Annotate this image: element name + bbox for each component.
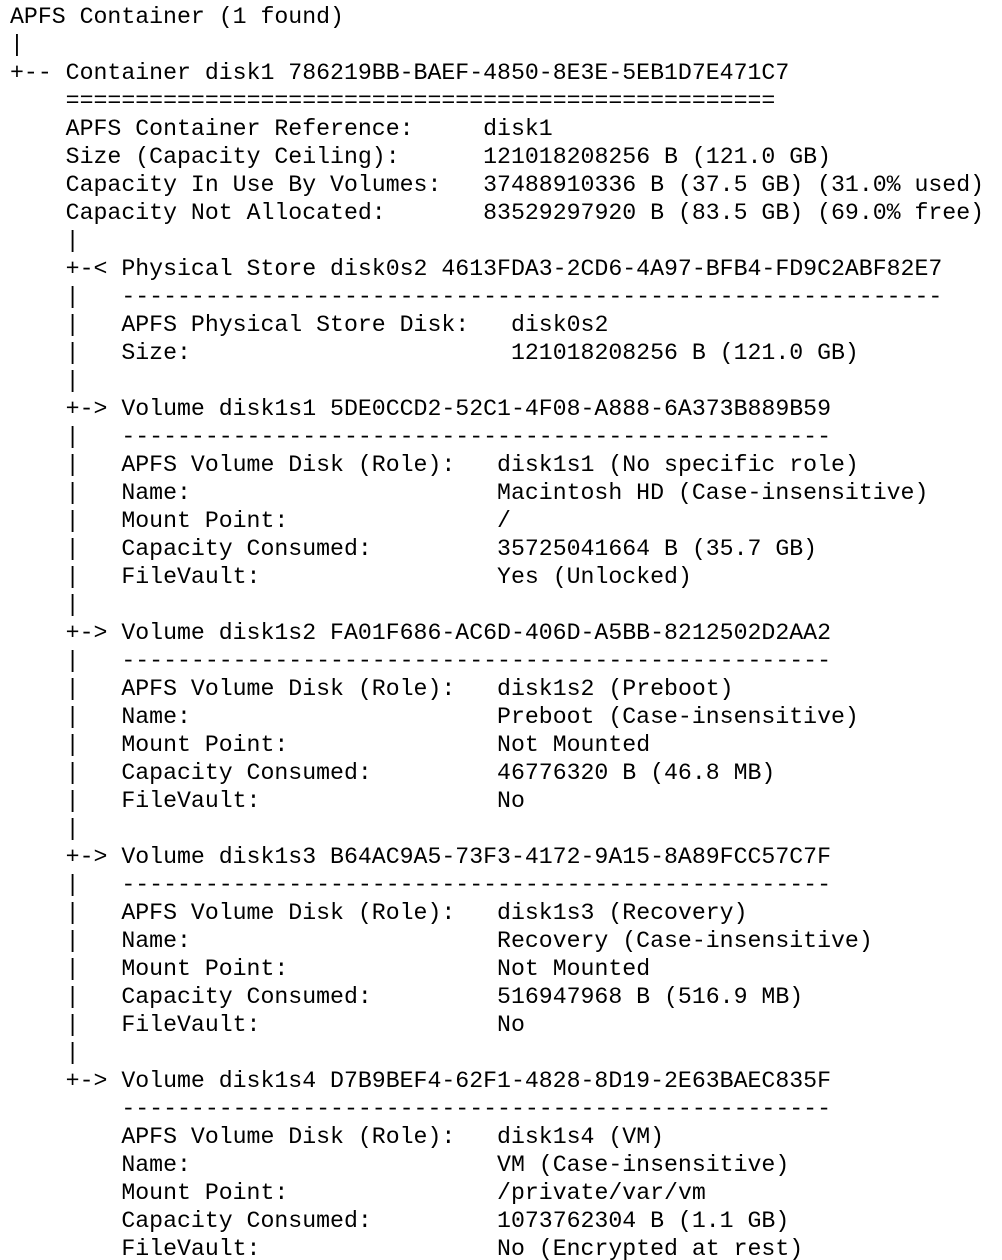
property-value: No (Encrypted at rest) [497,1236,804,1260]
property-value: 83529297920 B (83.5 GB) (69.0% free) [483,200,985,226]
rule-divider: --------------------------------------------------- [121,424,831,450]
tree-line [10,227,1000,255]
tree-connector [386,200,483,226]
property-key: APFS Volume Disk (Role): [121,452,456,478]
tree-connector: | [10,480,122,506]
tree-connector [455,452,497,478]
property-row [10,899,1000,927]
property-key: Mount Point: [121,508,289,534]
property-value: disk1s2 (Preboot) [497,676,734,702]
property-key: FileVault: [121,1012,261,1038]
tree-connector: | [10,284,122,310]
tree-connector [288,508,497,534]
property-row [10,479,1000,507]
property-row [10,1207,1000,1235]
tree-connector [260,1012,497,1038]
tree-connector [191,928,497,954]
tree-connector: | [10,704,122,730]
tree-connector [372,984,497,1010]
property-value: No [497,1012,525,1038]
tree-connector [288,1180,497,1206]
tree-connector [10,144,66,170]
property-value: VM (Case-insensitive) [497,1152,790,1178]
volume-title: Volume disk1s1 5DE0CCD2-52C1-4F08-A888-6A373B889B59 [121,396,831,422]
property-row [10,927,1000,955]
tree-connector: | [10,536,122,562]
property-row [10,1151,1000,1179]
property-row [10,507,1000,535]
rule-divider: --------------------------------------------------- [121,1096,831,1122]
tree-connector: | [10,788,122,814]
tree-line [10,815,1000,843]
property-row [10,115,1000,143]
property-row [10,787,1000,815]
tree-connector [288,732,497,758]
volume-title: Volume disk1s4 D7B9BEF4-62F1-4828-8D19-2E63BAEC835F [121,1068,831,1094]
property-value: disk0s2 [510,312,609,338]
property-value: 46776320 B (46.8 MB) [497,760,776,786]
property-key: Mount Point: [121,1180,289,1206]
volume-heading [10,843,1000,871]
tree-line [10,591,1000,619]
property-value: disk1s3 (Recovery) [497,900,748,926]
tree-connector [10,88,66,114]
tree-connector [191,340,511,366]
volume-rule [10,1095,1000,1123]
header-text: APFS Container (1 found) [10,4,344,30]
property-value: / [497,508,511,534]
tree-connector [10,200,66,226]
property-key: FileVault: [121,1236,261,1260]
tree-connector [10,1236,121,1260]
tree-line [10,367,1000,395]
tree-connector [10,1180,121,1206]
property-key: Mount Point: [121,956,289,982]
property-value: 516947968 B (516.9 MB) [497,984,804,1010]
property-row [10,1123,1000,1151]
property-row [10,311,1000,339]
tree-connector [372,1208,497,1234]
tree-connector: | [10,816,80,842]
property-value: 121018208256 B (121.0 GB) [510,340,859,366]
tree-connector: | [10,564,122,590]
property-key: Capacity Not Allocated: [65,200,386,226]
tree-connector [288,956,497,982]
property-key: Capacity Consumed: [121,984,372,1010]
property-value: Preboot (Case-insensitive) [497,704,859,730]
tree-connector [191,1152,497,1178]
tree-connector: | [10,32,24,58]
volume-rule [10,423,1000,451]
tree-connector [260,788,497,814]
tree-connector [441,172,483,198]
tree-connector: | [10,508,122,534]
tree-connector: | [10,1012,122,1038]
property-value: Recovery (Case-insensitive) [497,928,873,954]
tree-connector [455,900,497,926]
property-key: Name: [121,480,191,506]
tree-connector [260,1236,497,1260]
property-value: Not Mounted [497,956,651,982]
tree-connector: | [10,676,122,702]
tree-connector: | [10,928,122,954]
tree-connector [455,676,497,702]
property-key: APFS Volume Disk (Role): [121,1124,456,1150]
tree-connector: | [10,872,122,898]
tree-connector [372,760,497,786]
tree-connector: +-> [10,1068,122,1094]
tree-connector [10,116,66,142]
rule-divider: ----------------------------------------------------------- [121,284,943,310]
property-value: disk1 [483,116,553,142]
tree-connector [372,536,497,562]
tree-connector [10,1208,121,1234]
tree-connector: | [10,760,122,786]
tree-connector [414,116,484,142]
property-key: Name: [121,1152,191,1178]
property-value: disk1s4 (VM) [497,1124,665,1150]
tree-connector: | [10,900,122,926]
volume-heading [10,619,1000,647]
tree-connector [400,144,484,170]
property-row [10,143,1000,171]
property-value: Macintosh HD (Case-insensitive) [497,480,929,506]
tree-connector: | [10,592,80,618]
tree-connector [191,480,497,506]
tree-connector: +-> [10,396,122,422]
tree-connector [455,1124,497,1150]
tree-connector: | [10,228,80,254]
tree-connector [191,704,497,730]
tree-connector [10,1096,121,1122]
property-row [10,955,1000,983]
property-key: APFS Physical Store Disk: [121,312,470,338]
property-value: 37488910336 B (37.5 GB) (31.0% used) [483,172,985,198]
tree-connector: +-< [10,256,122,282]
volume-rule [10,871,1000,899]
tree-connector [10,172,66,198]
container-title: Container disk1 786219BB-BAEF-4850-8E3E-5EB1D7E471C7 [65,60,790,86]
tree-connector [260,564,497,590]
property-key: Size (Capacity Ceiling): [65,144,400,170]
property-row [10,675,1000,703]
tree-connector: +-- [10,60,66,86]
volume-title: Volume disk1s3 B64AC9A5-73F3-4172-9A15-8A89FCC57C7F [121,844,831,870]
tree-connector: | [10,368,80,394]
volume-rule [10,647,1000,675]
tree-connector [10,1152,121,1178]
tree-connector: | [10,956,122,982]
physical-store-title: Physical Store disk0s2 4613FDA3-2CD6-4A97-BFB4-FD9C2ABF82E7 [121,256,943,282]
property-row [10,1235,1000,1260]
property-key: Name: [121,928,191,954]
property-key: Size: [121,340,191,366]
physical-store-heading [10,255,1000,283]
tree-connector: | [10,732,122,758]
property-row [10,983,1000,1011]
property-row [10,171,1000,199]
property-value: /private/var/vm [497,1180,706,1206]
property-key: Mount Point: [121,732,289,758]
property-row [10,759,1000,787]
tree-connector [10,1124,121,1150]
tree-connector: | [10,452,122,478]
property-key: Capacity Consumed: [121,536,372,562]
tree-line [10,31,1000,59]
property-value: 121018208256 B (121.0 GB) [483,144,832,170]
tree-connector: | [10,1040,80,1066]
tree-connector: +-> [10,620,122,646]
property-row [10,339,1000,367]
container-heading [10,59,1000,87]
property-row [10,451,1000,479]
tree-connector: | [10,424,122,450]
physical-store-rule [10,283,1000,311]
property-key: APFS Volume Disk (Role): [121,900,456,926]
property-key: Capacity In Use By Volumes: [65,172,442,198]
property-row [10,1179,1000,1207]
property-row [10,199,1000,227]
tree-connector: | [10,340,122,366]
property-value: disk1s1 (No specific role) [497,452,859,478]
property-key: FileVault: [121,564,261,590]
property-value: 1073762304 B (1.1 GB) [497,1208,790,1234]
rule-divider: --------------------------------------------------- [121,648,831,674]
property-row [10,535,1000,563]
tree-connector [469,312,511,338]
tree-connector: | [10,984,122,1010]
property-key: FileVault: [121,788,261,814]
header-line [10,3,1000,31]
tree-connector: | [10,312,122,338]
property-key: Name: [121,704,191,730]
volume-title: Volume disk1s2 FA01F686-AC6D-406D-A5BB-8212502D2AA2 [121,620,831,646]
rule-divider: =================================================== [65,88,776,114]
property-row [10,563,1000,591]
property-value: Not Mounted [497,732,651,758]
property-value: Yes (Unlocked) [497,564,692,590]
property-key: APFS Volume Disk (Role): [121,676,456,702]
tree-line [10,1039,1000,1067]
volume-heading [10,395,1000,423]
property-value: No [497,788,525,814]
property-value: 35725041664 B (35.7 GB) [497,536,818,562]
container-rule [10,87,1000,115]
property-row [10,731,1000,759]
property-row [10,703,1000,731]
tree-connector: | [10,648,122,674]
volume-heading [10,1067,1000,1095]
property-key: APFS Container Reference: [65,116,414,142]
property-key: Capacity Consumed: [121,760,372,786]
property-key: Capacity Consumed: [121,1208,372,1234]
rule-divider: --------------------------------------------------- [121,872,831,898]
terminal-output [10,0,1000,1260]
property-row [10,1011,1000,1039]
tree-connector: +-> [10,844,122,870]
